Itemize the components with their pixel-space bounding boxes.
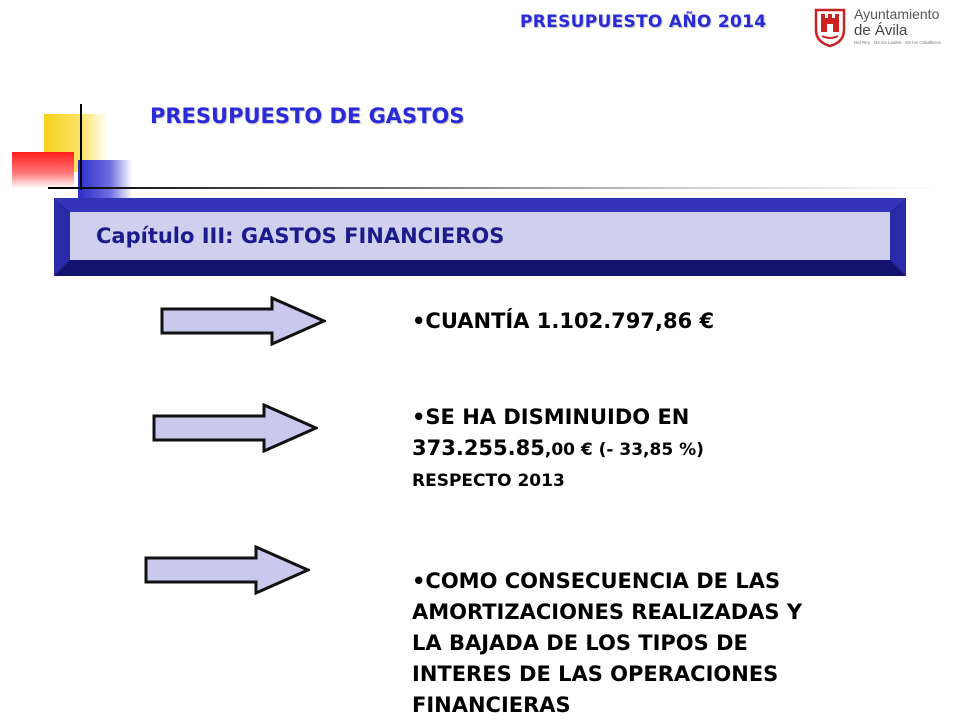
decor-horizontal-line (48, 187, 948, 189)
bullet-consequence-line-3: LA BAJADA DE LOS TIPOS DE (412, 631, 748, 655)
decrease-amount: 373.255.85 (412, 436, 545, 460)
logo-line-3: Del Rey · De los Leales · De los Caballeros (854, 40, 941, 45)
decor-vertical-line (80, 104, 82, 190)
chapter-label: Capítulo III: GASTOS FINANCIEROS (96, 224, 505, 248)
bullet-consequence (412, 566, 882, 721)
bullet-consequence-line-4: INTERES DE LAS OPERACIONES (412, 662, 779, 686)
bullet-consequence-line-1: •COMO CONSECUENCIA DE LAS (412, 569, 781, 593)
bullet-consequence-line-5: FINANCIERAS (412, 693, 571, 717)
bullet-decrease-line-3: RESPECTO 2013 (412, 471, 565, 491)
logo-line-1: Ayuntamiento (854, 6, 940, 22)
right-arrow-icon (152, 403, 318, 453)
header-title: PRESUPUESTO AÑO 2014 (520, 12, 767, 32)
city-shield-icon (812, 6, 848, 48)
right-arrow-icon (160, 296, 326, 346)
section-title: PRESUPUESTO DE GASTOS (150, 104, 465, 128)
decor-red-square (12, 152, 74, 188)
decrease-detail: ,00 € (- 33,85 %) (544, 440, 704, 460)
bullet-decrease-line-2 (412, 433, 872, 466)
bullet-decrease (412, 402, 872, 497)
bullet-consequence-line-2: AMORTIZACIONES REALIZADAS Y (412, 600, 803, 624)
bullet-decrease-line-1: •SE HA DISMINUIDO EN (412, 405, 690, 429)
bullet-amount: •CUANTÍA 1.102.797,86 € (412, 309, 715, 333)
ayuntamiento-logo (812, 4, 958, 50)
logo-line-2: de Ávila (854, 22, 908, 39)
right-arrow-icon (144, 545, 310, 595)
